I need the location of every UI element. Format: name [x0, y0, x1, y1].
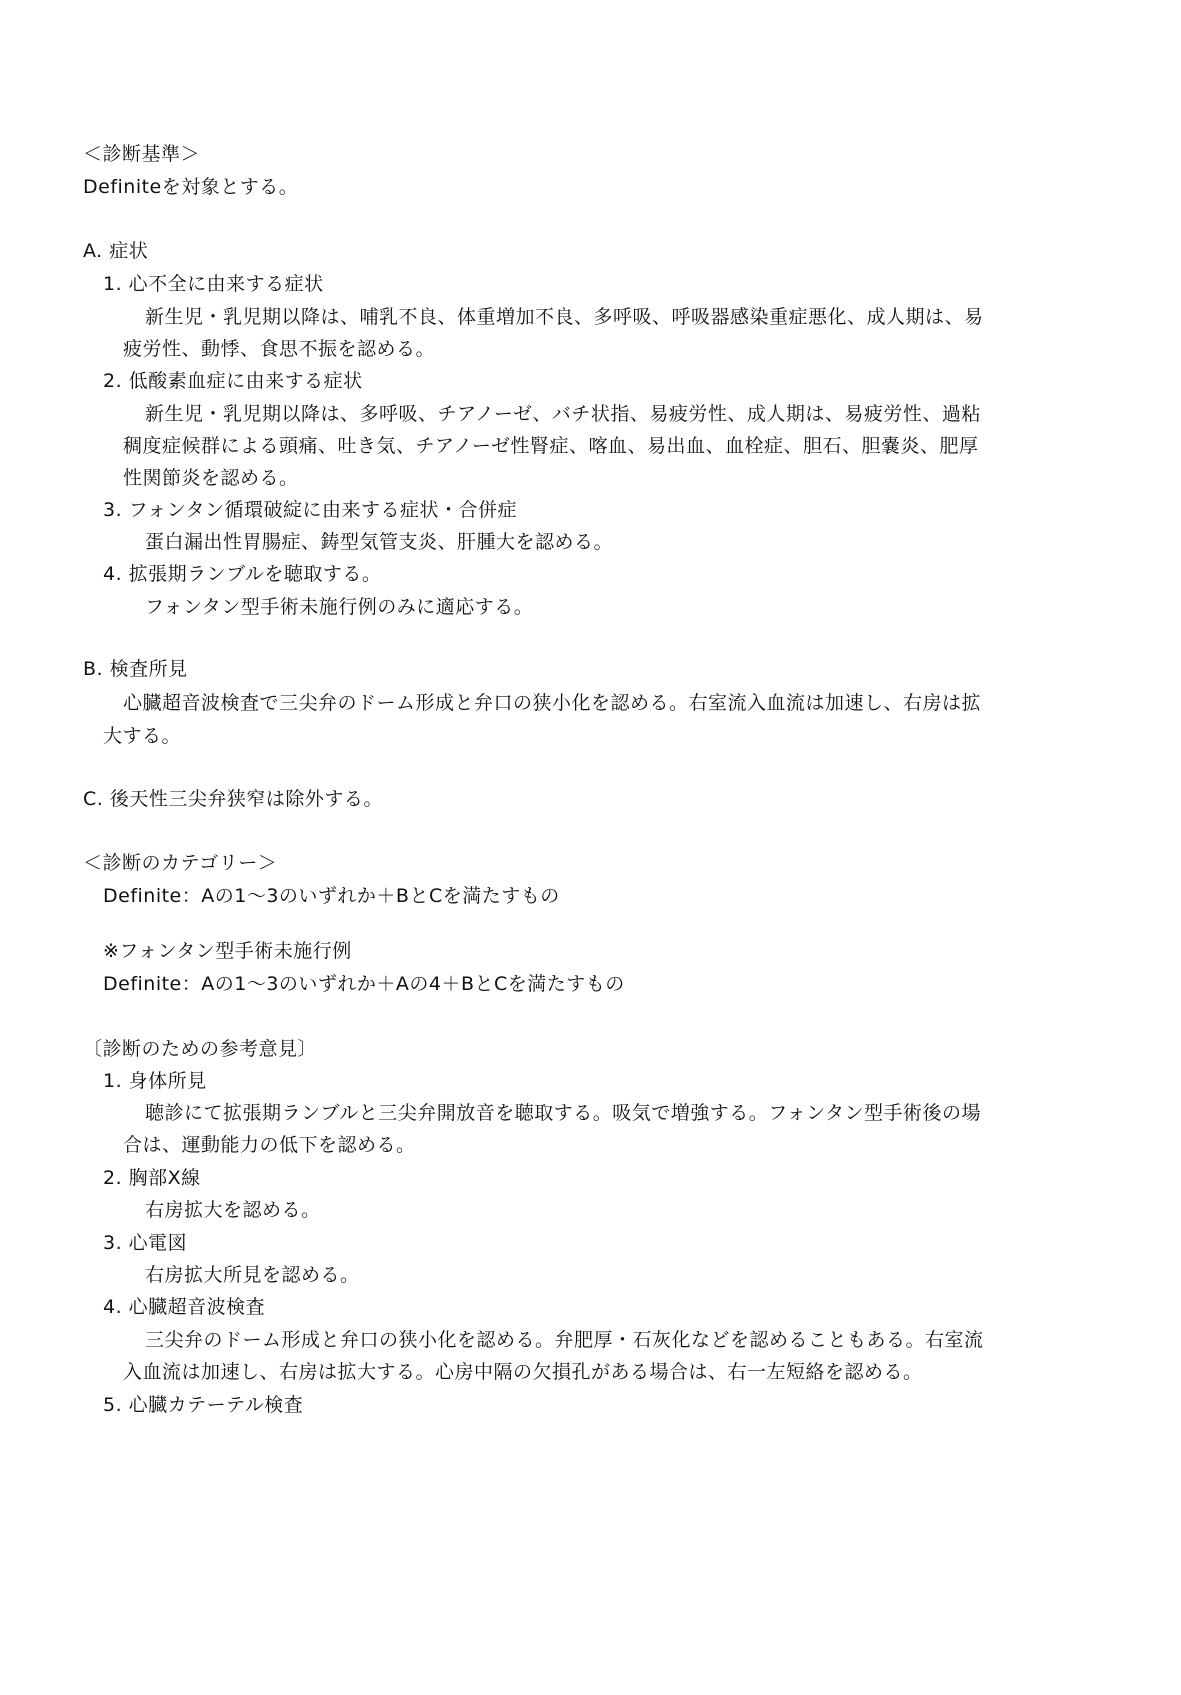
a1-text: 疲労性、動悸、食思不振を認める。 [123, 338, 436, 360]
a1-text: 新生児・乳児期以降は、哺乳不良、体重増加不良、多呼吸、呼吸器感染重症悪化、成人期は、易 [145, 306, 984, 328]
category-definite: Definite：Aの1～3のいずれか＋BとCを満たすもの [103, 885, 560, 907]
a2-title: 2. 低酸素血症に由来する症状 [103, 370, 363, 392]
ref3-title: 3. 心電図 [103, 1232, 188, 1254]
category-heading: ＜診断のカテゴリー＞ [83, 852, 278, 874]
ref4-text: 入血流は加速し、右房は拡大する。心房中隔の欠損孔がある場合は、右一左短絡を認める。 [123, 1361, 923, 1383]
category-definite-fontan: Definite：Aの1～3のいずれか＋Aの4＋BとCを満たすもの [103, 973, 625, 995]
ref1-text: 聴診にて拡張期ランブルと三尖弁開放音を聴取する。吸気で増強する。フォンタン型手術後の場 [145, 1102, 982, 1124]
a3-title: 3. フォンタン循環破綻に由来する症状・合併症 [103, 499, 517, 521]
b-text: 心臓超音波検査で三尖弁のドーム形成と弁口の狭小化を認める。右室流入血流は加速し、右房は拡 [123, 692, 982, 714]
criteria-intro: Definiteを対象とする。 [83, 176, 299, 198]
section-c-heading: C. 後天性三尖弁狭窄は除外する。 [83, 788, 383, 810]
ref5-title: 5. 心臓カテーテル検査 [103, 1394, 304, 1416]
b-text: 大する。 [103, 725, 182, 747]
ref4-title: 4. 心臓超音波検査 [103, 1296, 266, 1318]
reference-heading: 〔診断のための参考意見〕 [83, 1038, 318, 1060]
ref2-text: 右房拡大を認める。 [145, 1199, 321, 1221]
a1-title: 1. 心不全に由来する症状 [103, 273, 324, 295]
ref1-title: 1. 身体所見 [103, 1070, 207, 1092]
ref2-title: 2. 胸部X線 [103, 1167, 201, 1189]
a2-text: 稠度症候群による頭痛、吐き気、チアノーゼ性腎症、喀血、易出血、血栓症、胆石、胆嚢炎、肥厚 [123, 435, 979, 457]
section-b-heading: B. 検査所見 [83, 658, 188, 680]
a4-text: フォンタン型手術未施行例のみに適応する。 [145, 596, 534, 618]
criteria-heading: ＜診断基準＞ [83, 143, 201, 165]
ref4-text: 三尖弁のドーム形成と弁口の狭小化を認める。弁肥厚・石灰化などを認めることもある。右室流 [145, 1329, 984, 1351]
ref3-text: 右房拡大所見を認める。 [145, 1264, 360, 1286]
section-a-heading: A. 症状 [83, 240, 149, 262]
ref1-text: 合は、運動能力の低下を認める。 [123, 1134, 416, 1156]
a4-title: 4. 拡張期ランブルを聴取する。 [103, 563, 382, 585]
a2-text: 性関節炎を認める。 [123, 467, 299, 489]
a3-text: 蛋白漏出性胃腸症、鋳型気管支炎、肝腫大を認める。 [145, 531, 614, 553]
category-note: ※フォンタン型手術未施行例 [103, 940, 352, 962]
a2-text: 新生児・乳児期以降は、多呼吸、チアノーゼ、バチ状指、易疲労性、成人期は、易疲労性、過粘 [145, 403, 981, 425]
